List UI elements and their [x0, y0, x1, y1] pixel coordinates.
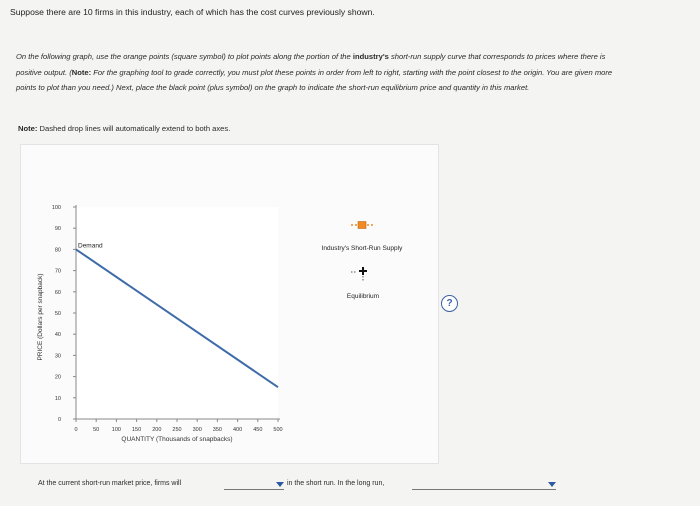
graph-panel [20, 144, 453, 464]
instructions-part-2: short-run supply curve that corresponds to prices where there is positive output. ( [16, 52, 606, 77]
note-label: Note: [18, 124, 38, 133]
x-tick-label: 400 [233, 427, 243, 433]
help-icon[interactable]: ? [441, 295, 458, 312]
demand-curve-label: Demand [78, 242, 103, 250]
instructions-part-3: For the graphing tool to grade correctly, you must plot these points in order from left to right, starting with the point closest to the origin. You are given more points to plot than you need.) Next, place the black point (plus symbol) on the graph to indicate the short-run equilibrium price and quantity in this market. [16, 67, 613, 92]
y-tick-label: 50 [54, 311, 61, 317]
y-tick-label: 0 [57, 417, 61, 423]
y-tick-label: 100 [51, 205, 61, 211]
long-run-dropdown[interactable] [412, 489, 556, 490]
y-axis-title: PRICE (Dollars per snapback) [37, 273, 44, 361]
x-tick-label: 300 [192, 427, 202, 433]
bottom-question [38, 480, 578, 494]
instructions-note-label: Note: [71, 67, 92, 77]
plot-area [76, 207, 278, 419]
firm-action-dropdown[interactable] [224, 489, 284, 490]
bottom-text-1: At the current short-run market price, firms will [38, 480, 182, 487]
x-tick-label: 250 [172, 427, 182, 433]
y-tick-label: 80 [54, 247, 61, 254]
x-tick-label: 0 [74, 427, 78, 433]
x-tick-label: 350 [212, 427, 222, 433]
orange-square-icon[interactable] [358, 222, 366, 229]
bottom-text-2: in the short run. In the long run, [287, 480, 385, 487]
note-text: Dashed drop lines will automatically extend to both axes. [37, 124, 231, 133]
supply-legend-label: Industry's Short-Run Supply [321, 245, 403, 252]
chart-svg[interactable] [21, 145, 438, 463]
instructions-paragraph [16, 49, 628, 96]
y-tick-label: 70 [54, 268, 61, 275]
x-tick-label: 200 [152, 427, 162, 433]
equilibrium-legend-label: Equilibrium [346, 293, 380, 300]
y-tick-label: 90 [54, 226, 61, 233]
intro-text: Suppose there are 10 firms in this industry, each of which has the cost curves previously shown. [10, 7, 375, 17]
x-tick-label: 50 [93, 427, 100, 433]
y-tick-label: 10 [54, 395, 61, 402]
y-tick-label: 40 [54, 332, 61, 339]
x-tick-label: 100 [111, 427, 121, 433]
chevron-down-icon [276, 482, 284, 487]
y-tick-label: 60 [54, 289, 61, 296]
instructions-industry-emphasis: industry's [352, 52, 389, 61]
y-tick-label: 30 [54, 353, 61, 360]
x-axis-title: QUANTITY (Thousands of snapbacks) [121, 436, 233, 443]
drop-lines-note [18, 124, 230, 133]
x-tick-label: 450 [253, 427, 263, 433]
chevron-down-icon [548, 482, 556, 487]
instructions-part-1: On the following graph, use the orange points (square symbol) to plot points along the portion of the [16, 52, 353, 61]
y-tick-label: 20 [54, 374, 61, 381]
x-tick-label: 500 [273, 427, 283, 433]
x-tick-label: 150 [132, 427, 142, 433]
